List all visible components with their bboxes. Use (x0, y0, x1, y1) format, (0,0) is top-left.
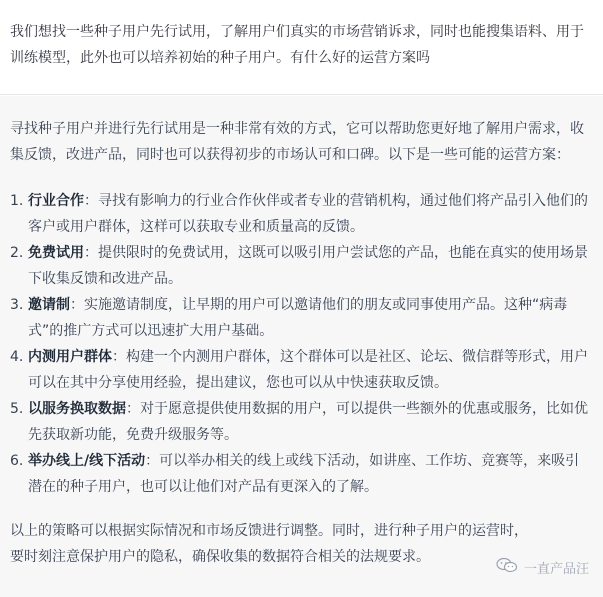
list-item-separator: ： (145, 453, 160, 469)
list-item-separator: ： (70, 297, 84, 313)
user-message-text: 我们想找一些种子用户先行试用，了解用户们真实的市场营销诉求，同时也能搜集语料、用于训练模型，此外也可以培养初始的种子用户。有什么好的运营方案吗 (10, 24, 584, 66)
list-item (10, 240, 593, 292)
list-item-body: 对于愿意提供使用数据的用户，可以提供一些额外的优惠或服务，比如优先获取新功能，免费升级服务等。 (28, 401, 588, 443)
list-item-separator: ： (126, 401, 140, 417)
assistant-intro: 寻找种子用户并进行先行试用是一种非常有效的方式，它可以帮助您更好地了解用户需求，收集反馈，改进产品，同时也可以获得初步的市场认可和口碑。以下是一些可能的运营方案： (10, 121, 584, 163)
list-item (10, 344, 593, 396)
assistant-conclusion: 以上的策略可以根据实际情况和市场反馈进行调整。同时，进行种子用户的运营时，要时刻注意保护用户的隐私，确保收集的数据符合相关的法规要求。 (10, 523, 528, 565)
watermark (496, 557, 589, 577)
strategy-list (10, 188, 593, 500)
list-item-title: 行业合作 (28, 193, 84, 209)
list-item (10, 292, 593, 344)
list-item-number: 6. (10, 453, 24, 469)
list-item-separator: ： (112, 349, 126, 365)
list-item-body: 构建一个内测用户群体，这个群体可以是社区、论坛、微信群等形式，用户可以在其中分享使用经验，提出建议，您也可以从中快速获取反馈。 (28, 349, 588, 391)
list-item (10, 448, 593, 500)
list-item-number: 2. (10, 245, 24, 261)
list-item-number: 1. (10, 193, 24, 209)
wechat-icon (496, 557, 518, 577)
list-item (10, 188, 593, 240)
list-item-number: 5. (10, 401, 24, 417)
list-item-body: 寻找有影响力的行业合作伙伴或者专业的营销机构，通过他们将产品引入他们的客户或用户群体，这样可以获取专业和质量高的反馈。 (28, 193, 588, 235)
list-item-title: 免费试用 (28, 245, 84, 261)
list-item-number: 4. (10, 349, 24, 365)
list-item-title: 邀请制 (28, 297, 70, 313)
list-item-body: 提供限时的免费试用，这既可以吸引用户尝试您的产品，也能在真实的使用场景下收集反馈和改进产品。 (28, 245, 588, 287)
watermark-text: 一直产品汪 (523, 561, 589, 577)
list-item-separator: ： (84, 193, 98, 209)
list-item-title: 举办线上/线下活动 (28, 453, 146, 469)
list-item-separator: ： (84, 245, 98, 261)
list-item (10, 396, 593, 448)
user-message (0, 0, 603, 95)
list-item-body: 实施邀请制度，让早期的用户可以邀请他们的朋友或同事使用产品。这种“病毒式”的推广方式可以迅速扩大用户基础。 (28, 297, 568, 339)
list-item-body: 可以举办相关的线上或线下活动，如讲座、工作坊、竞赛等，来吸引潜在的种子用户，也可以让他们对产品有更深入的了解。 (28, 453, 580, 495)
list-item-title: 以服务换取数据 (28, 401, 126, 417)
assistant-message (0, 96, 603, 597)
list-item-number: 3. (10, 297, 24, 313)
list-item-title: 内测用户群体 (28, 349, 112, 365)
